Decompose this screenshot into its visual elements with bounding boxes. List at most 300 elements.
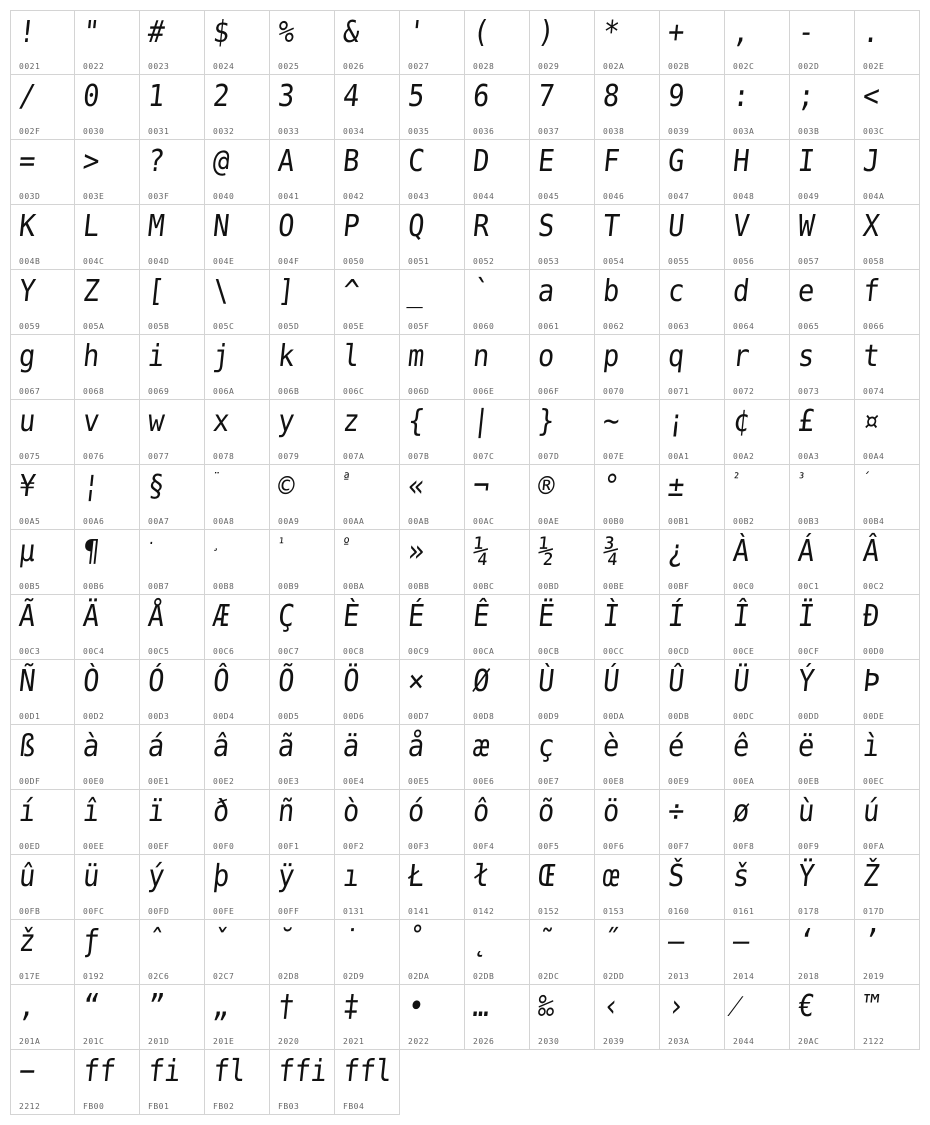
glyph-sample: k <box>276 338 297 374</box>
glyph-sample: = <box>17 143 38 179</box>
glyph-codepoint: 00EA <box>733 777 755 786</box>
glyph-cell <box>270 985 335 1050</box>
glyph-cell <box>335 140 400 205</box>
glyph-sample: a <box>536 273 557 309</box>
glyph-codepoint: 00D4 <box>213 712 235 721</box>
glyph-cell <box>205 75 270 140</box>
glyph-codepoint: 0053 <box>538 257 560 266</box>
glyph-cell <box>530 530 595 595</box>
glyph-codepoint: 00C1 <box>798 582 820 591</box>
glyph-cell <box>855 920 920 985</box>
glyph-cell <box>10 660 75 725</box>
glyph-codepoint: 00CA <box>473 647 495 656</box>
glyph-codepoint: FB00 <box>83 1102 105 1111</box>
glyph-cell <box>10 920 75 985</box>
glyph-cell <box>400 10 465 75</box>
glyph-cell <box>530 75 595 140</box>
glyph-sample: ë <box>796 728 817 764</box>
glyph-sample: » <box>406 533 427 569</box>
glyph-codepoint: 00F7 <box>668 842 690 851</box>
glyph-codepoint: 005B <box>148 322 170 331</box>
glyph-cell <box>205 725 270 790</box>
glyph-codepoint: 00D8 <box>473 712 495 721</box>
glyph-sample: ´ <box>861 470 871 488</box>
glyph-codepoint: 0029 <box>538 62 560 71</box>
glyph-codepoint: FB04 <box>343 1102 365 1111</box>
glyph-sample: – <box>666 923 687 959</box>
glyph-cell <box>725 400 790 465</box>
glyph-sample: D <box>471 143 492 179</box>
glyph-codepoint: 02DB <box>473 972 495 981</box>
glyph-sample: Ô <box>211 663 232 699</box>
glyph-codepoint: 02C6 <box>148 972 170 981</box>
glyph-codepoint: 00E2 <box>213 777 235 786</box>
glyph-cell <box>465 530 530 595</box>
glyph-codepoint: 00AA <box>343 517 365 526</box>
glyph-codepoint: 201A <box>19 1037 41 1046</box>
glyph-cell <box>660 920 725 985</box>
glyph-sample: G <box>666 143 687 179</box>
glyph-cell <box>400 790 465 855</box>
glyph-cell <box>725 985 790 1050</box>
glyph-codepoint: 00FE <box>213 907 235 916</box>
glyph-sample: ° <box>601 468 622 504</box>
glyph-sample: − <box>17 1053 38 1089</box>
glyph-sample: × <box>406 663 427 699</box>
glyph-cell <box>140 10 205 75</box>
glyph-codepoint: 00A8 <box>213 517 235 526</box>
glyph-sample: ; <box>796 78 817 114</box>
glyph-cell <box>270 400 335 465</box>
glyph-cell <box>465 465 530 530</box>
glyph-codepoint: 00A9 <box>278 517 300 526</box>
glyph-cell <box>205 530 270 595</box>
glyph-codepoint: 002B <box>668 62 690 71</box>
glyph-cell <box>335 660 400 725</box>
glyph-sample: [ <box>146 273 167 309</box>
glyph-codepoint: 0067 <box>19 387 41 396</box>
glyph-sample: ¡ <box>666 403 687 439</box>
glyph-codepoint: FB01 <box>148 1102 170 1111</box>
glyph-sample: _ <box>406 273 427 309</box>
glyph-codepoint: 007C <box>473 452 495 461</box>
glyph-cell <box>10 985 75 1050</box>
glyph-cell <box>725 660 790 725</box>
glyph-cell <box>205 1050 270 1115</box>
glyph-codepoint: 2019 <box>863 972 885 981</box>
glyph-cell <box>75 855 140 920</box>
glyph-sample: š <box>731 858 752 894</box>
glyph-sample: ˆ <box>146 923 167 959</box>
glyph-sample: , <box>731 14 752 50</box>
glyph-sample: Y <box>17 273 38 309</box>
glyph-cell <box>270 335 335 400</box>
glyph-sample: ffl <box>341 1053 394 1089</box>
glyph-cell <box>335 75 400 140</box>
glyph-sample: ˝ <box>601 923 622 959</box>
glyph-cell <box>465 270 530 335</box>
glyph-sample: õ <box>536 793 557 829</box>
glyph-sample: ø <box>731 793 752 829</box>
glyph-codepoint: 00D7 <box>408 712 430 721</box>
glyph-sample: ¿ <box>666 533 687 569</box>
glyph-codepoint: 00B4 <box>863 517 885 526</box>
glyph-cell <box>660 140 725 205</box>
glyph-cell <box>270 855 335 920</box>
glyph-codepoint: 0042 <box>343 192 365 201</box>
glyph-cell <box>270 595 335 660</box>
glyph-codepoint: 00F6 <box>603 842 625 851</box>
glyph-sample: ® <box>536 468 557 504</box>
glyph-cell <box>205 400 270 465</box>
glyph-sample: L <box>81 208 102 244</box>
glyph-cell <box>595 790 660 855</box>
glyph-sample: ß <box>17 728 38 764</box>
glyph-sample: ç <box>536 728 557 764</box>
glyph-codepoint: 0045 <box>538 192 560 201</box>
glyph-cell <box>205 595 270 660</box>
glyph-cell <box>75 985 140 1050</box>
glyph-cell <box>140 75 205 140</box>
glyph-sample: 0 <box>81 78 102 114</box>
glyph-sample: T <box>601 208 622 244</box>
glyph-codepoint: 0068 <box>83 387 105 396</box>
glyph-codepoint: 00A2 <box>733 452 755 461</box>
glyph-sample: y <box>276 403 297 439</box>
glyph-codepoint: 0131 <box>343 907 365 916</box>
glyph-sample: Î <box>731 598 752 634</box>
glyph-cell <box>10 1050 75 1115</box>
glyph-codepoint: 201D <box>148 1037 170 1046</box>
glyph-cell <box>595 335 660 400</box>
glyph-codepoint: 0160 <box>668 907 690 916</box>
glyph-cell <box>75 140 140 205</box>
glyph-sample: Ï <box>796 598 817 634</box>
glyph-codepoint: 00B0 <box>603 517 625 526</box>
glyph-sample: ² <box>731 470 741 488</box>
glyph-codepoint: 02DA <box>408 972 430 981</box>
glyph-codepoint: 00EE <box>83 842 105 851</box>
glyph-cell <box>140 725 205 790</box>
glyph-cell <box>205 855 270 920</box>
glyph-codepoint: 0044 <box>473 192 495 201</box>
glyph-codepoint: 0041 <box>278 192 300 201</box>
glyph-codepoint: 00E6 <box>473 777 495 786</box>
glyph-sample: Ü <box>731 663 752 699</box>
glyph-cell <box>855 400 920 465</box>
glyph-cell <box>855 855 920 920</box>
glyph-cell <box>335 335 400 400</box>
glyph-sample: ¥ <box>17 468 38 504</box>
glyph-cell <box>465 660 530 725</box>
glyph-sample: | <box>471 403 492 439</box>
glyph-cell <box>335 1050 400 1115</box>
glyph-sample: c <box>666 273 687 309</box>
glyph-grid <box>10 10 920 1115</box>
glyph-cell <box>400 465 465 530</box>
glyph-cell <box>530 855 595 920</box>
glyph-cell <box>855 205 920 270</box>
glyph-sample: 5 <box>406 78 427 114</box>
glyph-codepoint: 2026 <box>473 1037 495 1046</box>
glyph-sample: â <box>211 728 232 764</box>
glyph-sample: ‡ <box>341 988 362 1024</box>
glyph-cell <box>530 140 595 205</box>
glyph-cell <box>75 400 140 465</box>
glyph-codepoint: 02DD <box>603 972 625 981</box>
glyph-codepoint: 0075 <box>19 452 41 461</box>
glyph-sample: + <box>666 14 687 50</box>
glyph-sample: Ó <box>146 663 167 699</box>
glyph-cell <box>400 855 465 920</box>
glyph-codepoint: 2021 <box>343 1037 365 1046</box>
glyph-sample: « <box>406 468 427 504</box>
glyph-codepoint: 00B8 <box>213 582 235 591</box>
glyph-sample: < <box>861 78 882 114</box>
glyph-sample: › <box>666 988 687 1024</box>
glyph-codepoint: 0069 <box>148 387 170 396</box>
glyph-codepoint: 00B1 <box>668 517 690 526</box>
glyph-codepoint: 00F4 <box>473 842 495 851</box>
glyph-sample: Ì <box>601 598 622 634</box>
glyph-cell <box>725 75 790 140</box>
glyph-cell <box>205 10 270 75</box>
glyph-sample: ) <box>536 14 557 50</box>
glyph-sample: ƒ <box>81 923 102 959</box>
glyph-sample: 9 <box>666 78 687 114</box>
glyph-codepoint: 00ED <box>19 842 41 851</box>
glyph-cell <box>270 1050 335 1115</box>
glyph-codepoint: 0161 <box>733 907 755 916</box>
glyph-cell <box>10 530 75 595</box>
glyph-sample: á <box>146 728 167 764</box>
glyph-cell <box>10 595 75 660</box>
glyph-sample: µ <box>17 533 38 569</box>
glyph-cell <box>595 465 660 530</box>
glyph-cell <box>10 205 75 270</box>
glyph-sample: À <box>731 533 752 569</box>
glyph-cell <box>140 595 205 660</box>
glyph-cell <box>270 205 335 270</box>
glyph-cell <box>725 725 790 790</box>
glyph-sample: Ł <box>406 858 427 894</box>
glyph-codepoint: 02D8 <box>278 972 300 981</box>
glyph-codepoint: 00E8 <box>603 777 625 786</box>
glyph-codepoint: 0065 <box>798 322 820 331</box>
glyph-cell <box>530 595 595 660</box>
glyph-codepoint: 0060 <box>473 322 495 331</box>
glyph-sample: O <box>276 208 297 244</box>
glyph-sample: A <box>276 143 297 179</box>
glyph-cell <box>725 790 790 855</box>
glyph-sample: ¼ <box>471 533 492 569</box>
glyph-cell <box>855 790 920 855</box>
glyph-cell <box>335 920 400 985</box>
glyph-cell <box>140 530 205 595</box>
glyph-sample: è <box>601 728 622 764</box>
glyph-sample: ã <box>276 728 297 764</box>
glyph-codepoint: 0039 <box>668 127 690 136</box>
glyph-sample: J <box>861 143 882 179</box>
glyph-codepoint: 017D <box>863 907 885 916</box>
glyph-cell <box>790 920 855 985</box>
glyph-cell <box>75 1050 140 1115</box>
glyph-sample: ` <box>471 273 492 309</box>
glyph-codepoint: 0047 <box>668 192 690 201</box>
glyph-codepoint: 00F8 <box>733 842 755 851</box>
glyph-cell <box>660 465 725 530</box>
glyph-cell <box>10 75 75 140</box>
glyph-sample: 1 <box>146 78 167 114</box>
glyph-sample: B <box>341 143 362 179</box>
glyph-sample: r <box>731 338 752 374</box>
glyph-cell <box>530 725 595 790</box>
glyph-cell <box>10 790 75 855</box>
glyph-sample: ^ <box>341 273 362 309</box>
glyph-codepoint: 201E <box>213 1037 235 1046</box>
glyph-codepoint: 0071 <box>668 387 690 396</box>
glyph-codepoint: 2018 <box>798 972 820 981</box>
glyph-codepoint: 006F <box>538 387 560 396</box>
glyph-codepoint: 003F <box>148 192 170 201</box>
glyph-cell <box>465 790 530 855</box>
glyph-codepoint: 0057 <box>798 257 820 266</box>
glyph-codepoint: 0023 <box>148 62 170 71</box>
glyph-cell <box>205 790 270 855</box>
glyph-codepoint: 007D <box>538 452 560 461</box>
glyph-cell <box>595 595 660 660</box>
glyph-codepoint: 003D <box>19 192 41 201</box>
glyph-cell <box>270 790 335 855</box>
glyph-codepoint: 00F9 <box>798 842 820 851</box>
glyph-sample: i <box>146 338 167 374</box>
glyph-codepoint: 00A3 <box>798 452 820 461</box>
glyph-cell <box>400 75 465 140</box>
glyph-sample: ê <box>731 728 752 764</box>
glyph-sample: ¤ <box>861 403 882 439</box>
glyph-sample: Ý <box>796 663 817 699</box>
glyph-codepoint: 00E0 <box>83 777 105 786</box>
glyph-codepoint: 0061 <box>538 322 560 331</box>
glyph-sample: Ò <box>81 663 102 699</box>
glyph-codepoint: 004E <box>213 257 235 266</box>
glyph-codepoint: 00DD <box>798 712 820 721</box>
glyph-cell <box>725 335 790 400</box>
glyph-sample: l <box>341 338 362 374</box>
glyph-codepoint: 00DC <box>733 712 755 721</box>
glyph-sample: ö <box>601 793 622 829</box>
glyph-cell <box>660 530 725 595</box>
glyph-codepoint: 00CB <box>538 647 560 656</box>
glyph-codepoint: 00DB <box>668 712 690 721</box>
glyph-cell <box>855 270 920 335</box>
glyph-cell <box>75 205 140 270</box>
glyph-cell <box>725 465 790 530</box>
glyph-sample: q <box>666 338 687 374</box>
glyph-codepoint: 00A4 <box>863 452 885 461</box>
glyph-codepoint: 00A6 <box>83 517 105 526</box>
glyph-sample: K <box>17 208 38 244</box>
glyph-codepoint: 00C0 <box>733 582 755 591</box>
glyph-sample: g <box>17 338 38 374</box>
glyph-sample: ï <box>146 793 167 829</box>
glyph-sample: þ <box>211 858 232 894</box>
glyph-codepoint: 00EF <box>148 842 170 851</box>
glyph-codepoint: 00B2 <box>733 517 755 526</box>
glyph-sample: ó <box>406 793 427 829</box>
glyph-codepoint: 006A <box>213 387 235 396</box>
glyph-cell <box>140 270 205 335</box>
glyph-sample: V <box>731 208 752 244</box>
glyph-codepoint: 003B <box>798 127 820 136</box>
glyph-sample: X <box>861 208 882 244</box>
glyph-cell <box>140 400 205 465</box>
glyph-codepoint: 004B <box>19 257 41 266</box>
glyph-codepoint: 003E <box>83 192 105 201</box>
glyph-sample: © <box>276 468 297 504</box>
glyph-codepoint: 00C8 <box>343 647 365 656</box>
glyph-codepoint: 00FD <box>148 907 170 916</box>
glyph-cell <box>530 660 595 725</box>
glyph-cell <box>270 660 335 725</box>
glyph-codepoint: 00FB <box>19 907 41 916</box>
glyph-codepoint: 0062 <box>603 322 625 331</box>
glyph-codepoint: 00DA <box>603 712 625 721</box>
glyph-sample: ½ <box>536 533 557 569</box>
glyph-sample: Ê <box>471 598 492 634</box>
glyph-codepoint: 004A <box>863 192 885 201</box>
glyph-codepoint: 004C <box>83 257 105 266</box>
glyph-cell <box>335 985 400 1050</box>
glyph-cell <box>660 335 725 400</box>
glyph-cell <box>205 985 270 1050</box>
glyph-codepoint: 00E7 <box>538 777 560 786</box>
glyph-cell <box>335 465 400 530</box>
glyph-sample: ¹ <box>276 535 286 553</box>
glyph-sample: ä <box>341 728 362 764</box>
glyph-cell <box>400 205 465 270</box>
glyph-codepoint: 0076 <box>83 452 105 461</box>
glyph-sample: 3 <box>276 78 297 114</box>
glyph-codepoint: 0043 <box>408 192 430 201</box>
glyph-sample: \ <box>211 273 232 309</box>
glyph-cell <box>270 465 335 530</box>
glyph-codepoint: 0035 <box>408 127 430 136</box>
glyph-codepoint: 2044 <box>733 1037 755 1046</box>
glyph-codepoint: 00B9 <box>278 582 300 591</box>
glyph-cell <box>75 595 140 660</box>
glyph-codepoint: 00AB <box>408 517 430 526</box>
glyph-cell <box>595 985 660 1050</box>
glyph-cell <box>790 205 855 270</box>
glyph-cell <box>10 10 75 75</box>
glyph-codepoint: 2020 <box>278 1037 300 1046</box>
glyph-sample: ı <box>341 858 362 894</box>
glyph-cell <box>465 400 530 465</box>
glyph-sample: æ <box>471 728 492 764</box>
glyph-sample: v <box>81 403 102 439</box>
glyph-sample: ™ <box>861 988 882 1024</box>
glyph-codepoint: 0031 <box>148 127 170 136</box>
glyph-codepoint: 007E <box>603 452 625 461</box>
glyph-codepoint: 0050 <box>343 257 365 266</box>
glyph-sample: ÿ <box>276 858 297 894</box>
glyph-sample: o <box>536 338 557 374</box>
glyph-sample: / <box>17 78 38 114</box>
glyph-sample: Þ <box>861 663 882 699</box>
glyph-codepoint: 00D0 <box>863 647 885 656</box>
glyph-codepoint: 004F <box>278 257 300 266</box>
